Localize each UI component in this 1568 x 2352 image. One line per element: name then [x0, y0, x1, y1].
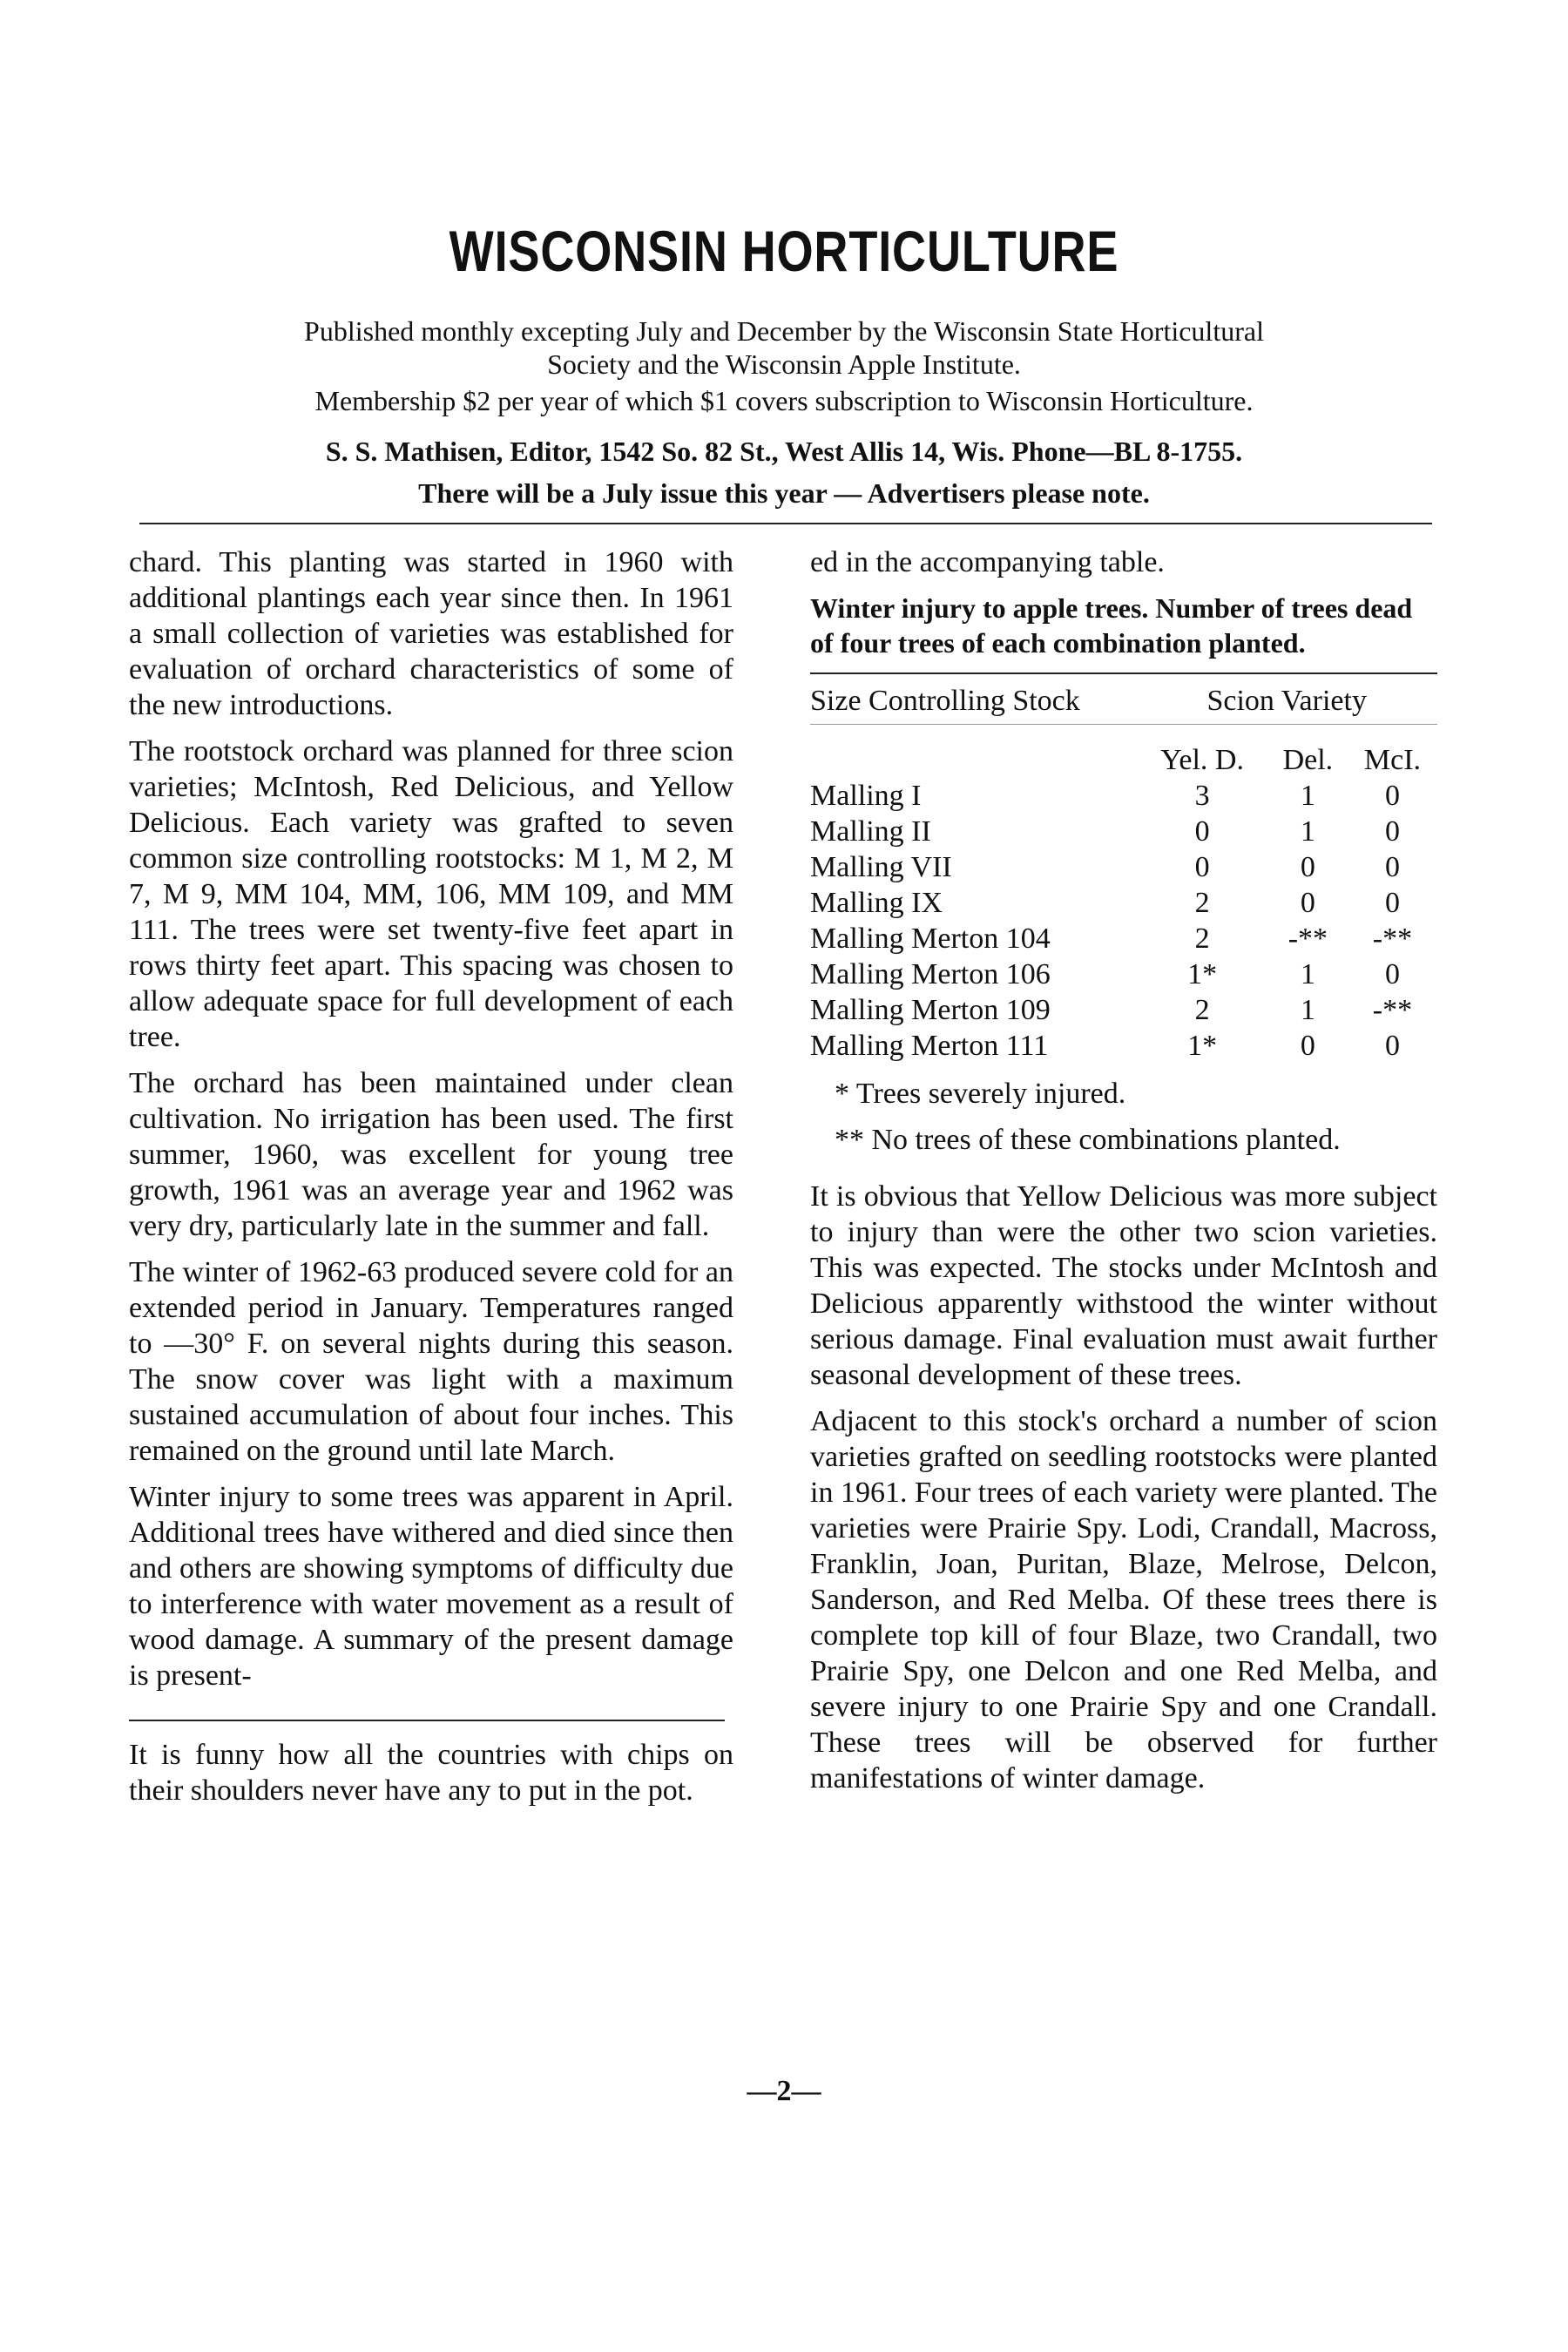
value-cell: 0 — [1384, 1030, 1400, 1062]
table-row — [810, 956, 1437, 992]
stock-cell: Malling I — [810, 780, 922, 812]
stock-cell: Malling Merton 104 — [810, 923, 1051, 955]
value-cell: 0 — [1384, 815, 1400, 848]
paragraph: ed in the accompanying table. — [810, 546, 1165, 578]
table-header-row — [810, 683, 1437, 719]
table-row — [810, 885, 1437, 921]
injury-table — [810, 683, 1437, 1064]
value-cell: 1 — [1300, 780, 1315, 812]
table-top-rule — [810, 672, 1437, 674]
paragraph: Adjacent to this stock's orchard a number of scion varieties grafted on seedling rootstocks were planted in 1961. Four trees of each variety were planted. The varieties were Prairie Spy. Lodi, Crandall, Macross, Franklin, Joan, Puritan, Blaze, Melrose, Delcon, Sanderson, and Red Melba. Of these trees there is complete top kill of four Blaze, two Crandall, two Prairie Spy, one Delcon and one Red Melba, and severe injury to one Prairie Spy and one Crandall. These trees will be observed for further manifestations of winter damage. — [810, 1405, 1437, 1794]
value-cell: 3 — [1194, 780, 1210, 812]
value-cell: 0 — [1194, 851, 1210, 883]
header-scion: Scion Variety — [1206, 685, 1367, 717]
table-row — [810, 814, 1437, 849]
table-row — [810, 1028, 1437, 1064]
value-cell: 0 — [1300, 1030, 1315, 1062]
table-caption: Winter injury to apple trees. Number of trees dead of four trees of each combination planted. — [810, 592, 1413, 659]
paragraph: The winter of 1962-63 produced severe cold for an extended period in January. Temperatures ranged to —30° F. on several nights during this season. The snow cover was light with a maximum sustained accumulation of about four inches. This remained on the ground until late March. — [129, 1256, 733, 1467]
page-number: —2— — [747, 2075, 821, 2107]
value-cell: 0 — [1194, 815, 1210, 848]
publication-info-cont: Society and the Wisconsin Apple Institute. — [547, 348, 1021, 380]
paragraph: Winter injury to some trees was apparent in April. Additional trees have withered and died since then and others are showing symptoms of difficulty due to interference with water movement as a result of wood damage. A summary of the present damage is present- — [129, 1481, 733, 1692]
stock-cell: Malling Merton 106 — [810, 958, 1051, 990]
value-cell: 0 — [1300, 887, 1315, 919]
table-row — [810, 992, 1437, 1028]
paragraph: The orchard has been maintained under clean cultivation. No irrigation has been used. The first summer, 1960, was excellent for young tree growth, 1961 was an average year and 1962 was very dry, particularly late in the summer and fall. — [129, 1067, 733, 1242]
col-mci: McI. — [1363, 744, 1422, 776]
filler-rule — [129, 1720, 725, 1721]
page-title: WISCONSIN HORTICULTURE — [449, 219, 1119, 283]
stock-cell: Malling II — [810, 815, 931, 848]
value-cell: 2 — [1194, 994, 1210, 1026]
value-cell: 0 — [1384, 887, 1400, 919]
table-footnotes — [835, 1076, 1392, 1158]
paragraph: It is obvious that Yellow Delicious was more subject to injury than were the other two scion varieties. This was expected. The stocks under McIntosh and Delicious apparently withstood the winter without serious damage. Final evaluation must await further seasonal development of these trees. — [810, 1180, 1437, 1391]
table-row — [810, 921, 1437, 956]
col-yel-d: Yel. D. — [1160, 744, 1244, 776]
value-cell: -** — [1288, 923, 1328, 955]
masthead — [131, 219, 1437, 510]
value-cell: 1 — [1300, 994, 1315, 1026]
filler-quip: It is funny how all the countries with chips on their shoulders never have any to put in the pot. — [129, 1739, 733, 1807]
membership-info: Membership $2 per year of which $1 covers subscription to Wisconsin Horticulture. — [314, 385, 1254, 416]
right-column — [810, 544, 1437, 1807]
notice: There will be a July issue this year — Advertisers please note. — [418, 477, 1150, 509]
paragraph: chard. This planting was started in 1960 with additional plantings each year since then. In 1961 a small collection of varieties was established for evaluation of orchard characteristics of some of the new introductions. — [129, 546, 733, 721]
value-cell: 2 — [1194, 923, 1210, 955]
table-row — [810, 849, 1437, 885]
value-cell: 0 — [1384, 780, 1400, 812]
stock-cell: Malling Merton 109 — [810, 994, 1051, 1026]
paragraph: The rootstock orchard was planned for three scion varieties; McIntosh, Red Delicious, and Yellow Delicious. Each variety was grafted to seven common size controlling rootstocks: M 1, M 2, M 7, M 9, MM 104, MM, 106, MM 109, and MM 111. The trees were set twenty-five feet apart in rows thirty feet apart. This spacing was chosen to allow adequate space for full development of each tree. — [129, 735, 733, 1053]
stock-cell: Malling IX — [810, 887, 943, 919]
value-cell: -** — [1372, 923, 1413, 955]
value-cell: 1 — [1300, 958, 1315, 990]
stock-cell: Malling Merton 111 — [810, 1030, 1049, 1062]
subheader-row — [810, 725, 1437, 778]
value-cell: 1 — [1300, 815, 1315, 848]
col-del: Del. — [1282, 744, 1334, 776]
value-cell: 1* — [1187, 1030, 1218, 1062]
header-stock: Size Controlling Stock — [810, 685, 1080, 717]
editor-info: S. S. Mathisen, Editor, 1542 So. 82 St., West Allis 14, Wis. Phone—BL 8-1755. — [325, 436, 1243, 467]
footnote-double: ** No trees of these combinations planted. — [835, 1124, 1341, 1156]
value-cell: 1* — [1187, 958, 1218, 990]
left-column — [129, 544, 733, 1819]
header-rule — [139, 523, 1432, 524]
value-cell: -** — [1372, 994, 1413, 1026]
value-cell: 0 — [1384, 851, 1400, 883]
value-cell: 0 — [1384, 958, 1400, 990]
value-cell: 0 — [1300, 851, 1315, 883]
publication-info: Published monthly excepting July and December by the Wisconsin State Horticultural — [304, 315, 1264, 347]
value-cell: 2 — [1194, 887, 1210, 919]
table-row — [810, 778, 1437, 814]
stock-cell: Malling VII — [810, 851, 952, 883]
footnote-single: * Trees severely injured. — [835, 1078, 1126, 1110]
